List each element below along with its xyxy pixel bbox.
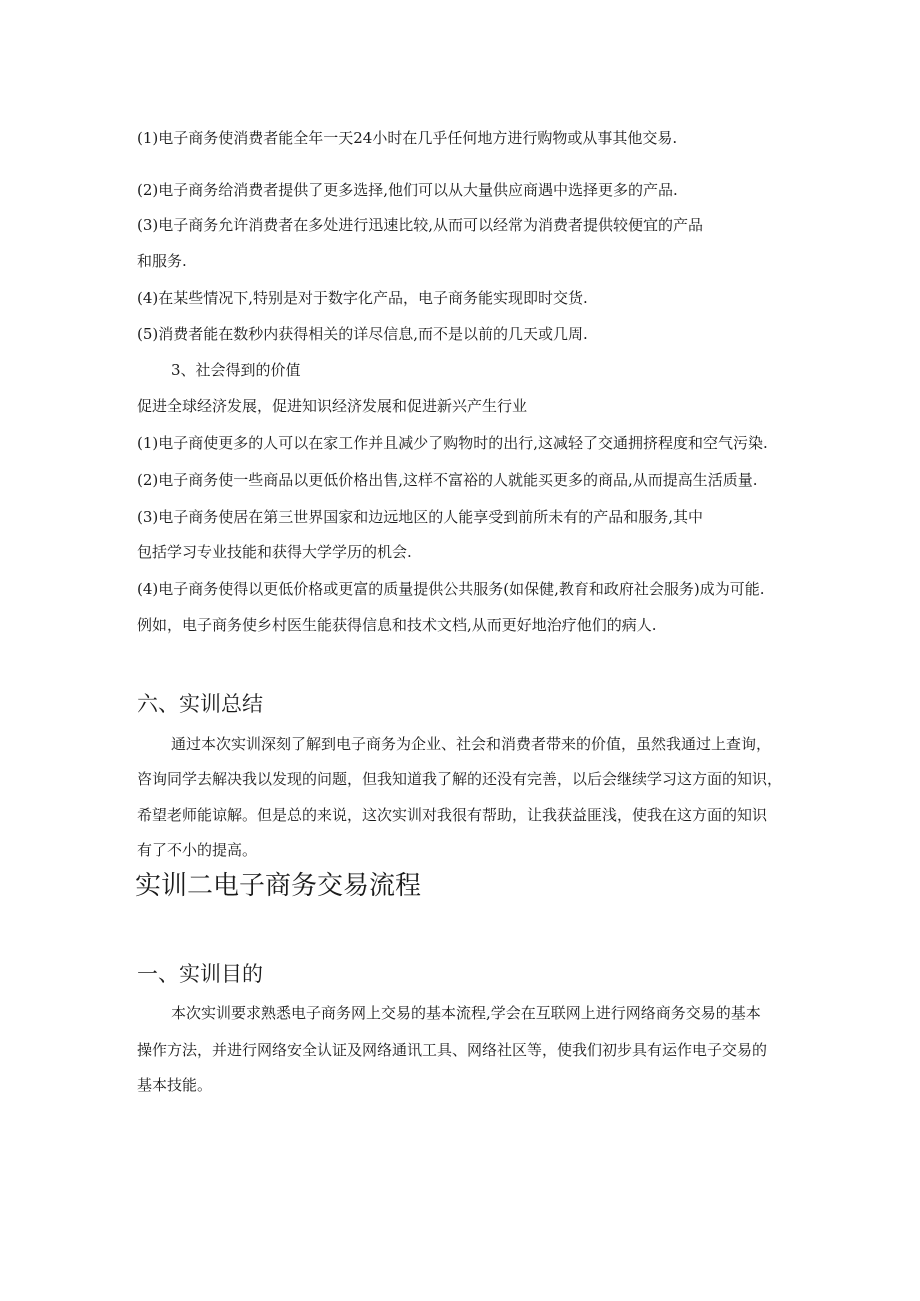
purpose-line-1: 本次实训要求熟悉电子商务网上交易的基本流程,学会在互联网上进行网络商务交易的基本 xyxy=(171,1004,761,1022)
society-item-4-example: 例如，电子商务使乡村医生能获得信息和技术文档,从而更好地治疗他们的病人. xyxy=(137,616,657,634)
summary-line-4: 有了不小的提高。 xyxy=(137,841,258,859)
consumer-item-3-cont: 和服务. xyxy=(137,252,187,270)
society-heading: 3、社会得到的价值 xyxy=(171,361,301,379)
society-item-1: (1)电子商使更多的人可以在家工作并且减少了购物时的出行,这减轻了交通拥挤程度和空气污染. xyxy=(137,434,768,452)
summary-heading: 六、实训总结 xyxy=(137,692,263,716)
consumer-item-4: (4)在某些情况下,特别是对于数字化产品，电子商务能实现即时交货. xyxy=(137,289,588,307)
purpose-heading: 一、实训目的 xyxy=(137,962,263,986)
purpose-line-3: 基本技能。 xyxy=(137,1076,213,1094)
consumer-item-2: (2)电子商务给消费者提供了更多选择,他们可以从大量供应商遇中选择更多的产品. xyxy=(137,181,678,199)
consumer-item-5: (5)消费者能在数秒内获得相关的详尽信息,而不是以前的几天或几周. xyxy=(137,325,588,343)
consumer-item-1: (1)电子商务使消费者能全年一天24小时在几乎任何地方进行购物或从事其他交易. xyxy=(137,129,678,147)
society-item-3: (3)电子商务使居在第三世界国家和边远地区的人能享受到前所未有的产品和服务,其中 xyxy=(137,508,704,526)
society-item-4: (4)电子商务使得以更低价格或更富的质量提供公共服务(如保健,教育和政府社会服务)成为可能. xyxy=(137,580,765,598)
summary-line-1: 通过本次实训深刻了解到电子商务为企业、社会和消费者带来的价值，虽然我通过上查询， xyxy=(171,735,772,753)
purpose-line-2: 操作方法，并进行网络安全认证及网络通讯工具、网络社区等，使我们初步具有运作电子交易的 xyxy=(137,1041,768,1059)
society-item-3-cont: 包括学习专业技能和获得大学学历的机会. xyxy=(137,543,412,561)
summary-line-2: 咨询同学去解决我以发现的问题，但我知道我了解的还没有完善，以后会继续学习这方面的知识， xyxy=(137,770,783,788)
society-item-2: (2)电子商务使一些商品以更低价格出售,这样不富裕的人就能买更多的商品,从而提高生活质量. xyxy=(137,471,758,489)
society-intro: 促进全球经济发展，促进知识经济发展和促进新兴产生行业 xyxy=(137,397,528,415)
consumer-item-3: (3)电子商务允许消费者在多处进行迅速比较,从而可以经常为消费者提供较便宜的产品 xyxy=(137,216,704,234)
summary-line-3: 希望老师能谅解。但是总的来说，这次实训对我很有帮助，让我获益匪浅，使我在这方面的知识 xyxy=(137,806,768,824)
training2-title: 实训二电子商务交易流程 xyxy=(135,871,422,901)
